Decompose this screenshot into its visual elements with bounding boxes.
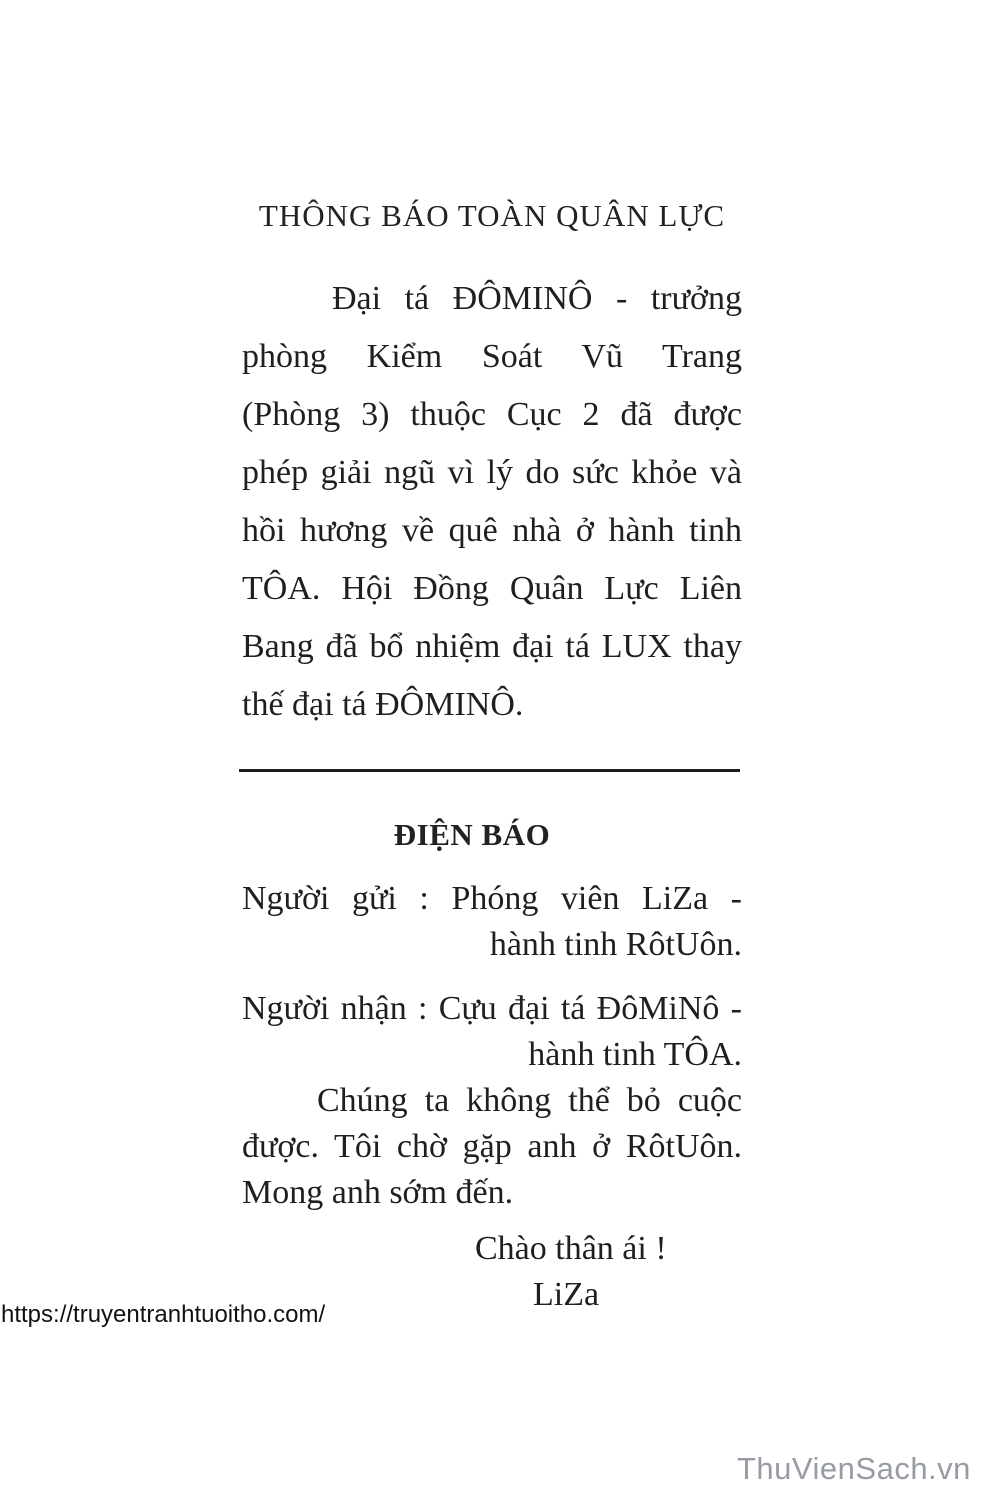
telegram-closing: Chào thân ái ! <box>475 1230 667 1267</box>
telegram-message-line: Chúng ta không thể bỏ cuộc <box>317 1082 742 1119</box>
notice-paragraph <box>242 270 742 734</box>
notice-line: Bang đã bổ nhiệm đại tá LUX thay <box>242 628 742 665</box>
notice-line: TÔA. Hội Đồng Quân Lực Liên <box>242 570 742 607</box>
telegram-recipient-line: Người nhận : Cựu đại tá ĐôMiNô - <box>242 990 742 1027</box>
telegram-body <box>242 876 742 1318</box>
notice-line: hồi hương về quê nhà ở hành tinh <box>242 512 742 549</box>
notice-line: (Phòng 3) thuộc Cục 2 đã được <box>242 396 742 433</box>
notice-line: Đại tá ĐÔMINÔ - trưởng <box>332 280 742 317</box>
telegram-title: ĐIỆN BÁO <box>393 817 551 852</box>
notice-line: thế đại tá ĐÔMINÔ. <box>242 686 524 723</box>
telegram-message-line: Mong anh sớm đến. <box>242 1174 514 1211</box>
section-divider <box>239 769 740 772</box>
site-logo-watermark: ThuVienSach.vn <box>737 1451 971 1486</box>
source-url-watermark: https://truyentranhtuoitho.com/ <box>1 1301 326 1328</box>
telegram-signature: LiZa <box>533 1276 600 1313</box>
telegram-sender-location: hành tinh RôtUôn. <box>489 926 742 963</box>
notice-line: phòng Kiểm Soát Vũ Trang <box>242 338 742 375</box>
telegram-message-line: được. Tôi chờ gặp anh ở RôtUôn. <box>242 1128 742 1165</box>
notice-line: phép giải ngũ vì lý do sức khỏe và <box>242 454 742 491</box>
telegram-recipient-location: hành tinh TÔA. <box>528 1036 742 1073</box>
notice-title: THÔNG BÁO TOÀN QUÂN LỰC <box>258 198 726 233</box>
telegram-sender-line: Người gửi : Phóng viên LiZa - <box>242 880 742 917</box>
